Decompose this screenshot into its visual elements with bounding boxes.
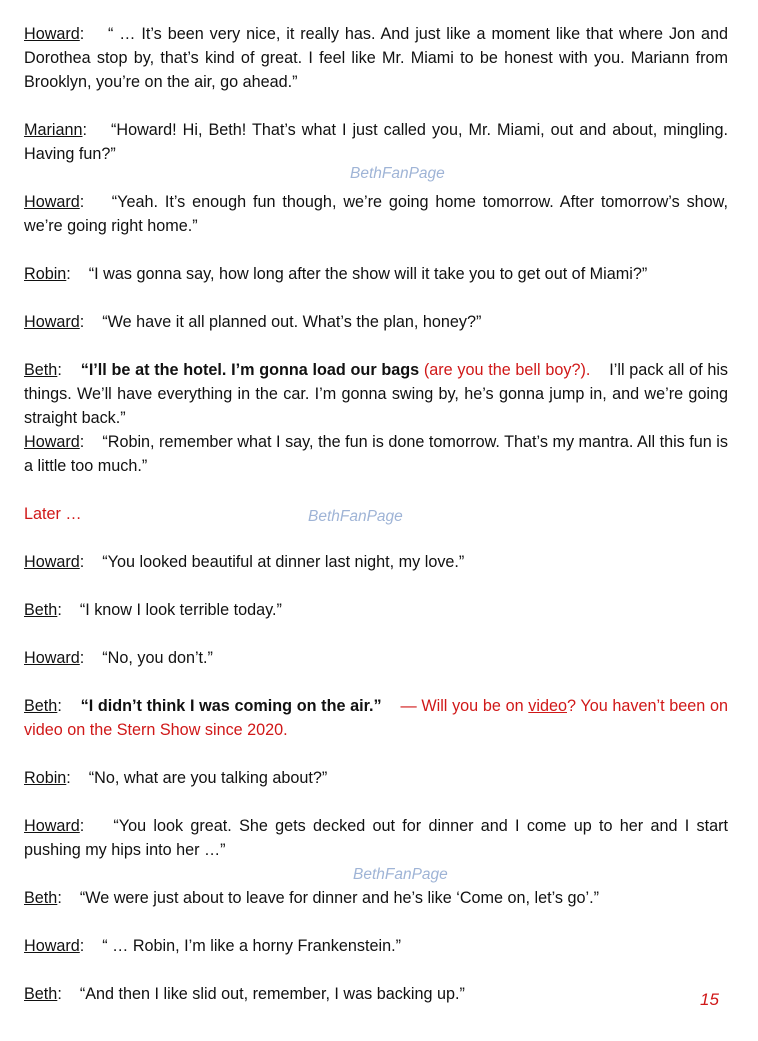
dialogue-line: Howard: “You look great. She gets decked out for dinner and I come up to her and I start pushing my hips into her …” — [24, 817, 728, 859]
dialogue-text: “Yeah. It’s enough fun though, we’re going home tomorrow. After tomorrow’s show, we’re going right home.” — [24, 193, 728, 235]
watermark: BethFanPage — [353, 866, 448, 883]
speaker-name: Howard — [24, 649, 80, 667]
dialogue-text: “You look great. She gets decked out for dinner and I come up to her and I start pushing my hips into her …” — [24, 817, 728, 859]
speaker-name: Beth — [24, 697, 58, 715]
section-marker: Later … — [24, 505, 82, 523]
dialogue-text: “We were just about to leave for dinner and he’s like ‘Come on, let’s go’.” — [79, 889, 599, 907]
video-link[interactable]: video — [528, 697, 567, 715]
dialogue-line: Howard: “No, you don’t.” — [24, 649, 213, 667]
dialogue-text: “We have it all planned out. What’s the plan, honey?” — [102, 313, 482, 331]
speaker-name: Beth — [24, 601, 58, 619]
dialogue-text: “I was gonna say, how long after the show will it take you to get out of Miami?” — [88, 265, 648, 283]
editor-note-text: ? You haven’t been on video on the Stern Show since 2020. — [24, 697, 728, 739]
speaker-name: Howard — [24, 313, 80, 331]
speaker-name: Robin — [24, 265, 67, 283]
dialogue-line: Howard: “ … Robin, I’m like a horny Frankenstein.” — [24, 937, 401, 955]
dialogue-line: Beth: “I know I look terrible today.” — [24, 601, 282, 619]
speaker-name: Howard — [24, 193, 80, 211]
dialogue-text: “You looked beautiful at dinner last night, my love.” — [102, 553, 465, 571]
dialogue-line: Howard: “Robin, remember what I say, the fun is done tomorrow. That’s my mantra. All this fun is a little too much.” — [24, 433, 728, 475]
speaker-name: Howard — [24, 433, 80, 451]
dialogue-line: Howard: “We have it all planned out. What’s the plan, honey?” — [24, 313, 482, 331]
dialogue-line: Robin: “I was gonna say, how long after the show will it take you to get out of Miami?” — [24, 265, 648, 283]
dialogue-line: Howard: “Yeah. It’s enough fun though, we’re going home tomorrow. After tomorrow’s show, we’re going right home.” — [24, 193, 728, 235]
dialogue-text: “Robin, remember what I say, the fun is done tomorrow. That’s my mantra. All this fun is a little too much.” — [24, 433, 728, 475]
speaker-name: Beth — [24, 985, 58, 1003]
dialogue-text: I’ll pack all of his things. We’ll have everything in the car. I’m gonna swing by, he’s gonna jump in, and we’re going straight back.” — [24, 361, 729, 427]
dialogue-text: “No, you don’t.” — [102, 649, 213, 667]
dialogue-line: Beth: “I’ll be at the hotel. I’m gonna load our bags (are you the bell boy?). I’ll pack all of his things. We’ll have everything in the car. I’m gonna swing by, he’s gonna jump in, and we’re going straight back.” — [24, 361, 729, 427]
bold-quote: “I’ll be at the hotel. I’m gonna load our bags — [80, 361, 420, 379]
dialogue-text: “Howard! Hi, Beth! That’s what I just called you, Mr. Miami, out and about, mingling. Having fun?” — [24, 121, 728, 163]
dialogue-text: “ … It’s been very nice, it really has. And just like a moment like that where Jon and Dorothea stop by, that’s kind of great. I feel like Mr. Miami to be honest with you. Mariann from Brooklyn, you’re on the air, go ahead.” — [24, 25, 728, 91]
dialogue-text: “ … Robin, I’m like a horny Frankenstein.” — [102, 937, 401, 955]
speaker-name: Beth — [24, 361, 58, 379]
bold-quote: “I didn’t think I was coming on the air.” — [80, 697, 382, 715]
dialogue-line: Beth: “We were just about to leave for dinner and he’s like ‘Come on, let’s go’.” — [24, 889, 599, 907]
dialogue-line: Robin: “No, what are you talking about?” — [24, 769, 328, 787]
editor-note: (are you the bell boy?). — [423, 361, 591, 379]
watermark: BethFanPage — [350, 165, 445, 182]
dialogue-text: “And then I like slid out, remember, I was backing up.” — [79, 985, 465, 1003]
dialogue-line: Beth: “I didn’t think I was coming on the air.” — Will you be on video? You haven’t been on video on the Stern Show since 2020. — [24, 697, 728, 739]
speaker-name: Robin — [24, 769, 67, 787]
speaker-name: Howard — [24, 553, 80, 571]
editor-note-text: — Will you be on — [400, 697, 524, 715]
speaker-name: Howard — [24, 25, 80, 43]
dialogue-text: “I know I look terrible today.” — [79, 601, 282, 619]
dialogue-line: Howard: “ … It’s been very nice, it really has. And just like a moment like that where Jon and Dorothea stop by, that’s kind of great. I feel like Mr. Miami to be honest with you. Mariann from Brooklyn, you’re on the air, go ahead.” — [24, 25, 728, 91]
speaker-name: Howard — [24, 817, 80, 835]
watermark: BethFanPage — [308, 508, 403, 525]
dialogue-text: “No, what are you talking about?” — [88, 769, 328, 787]
speaker-name: Mariann — [24, 121, 83, 139]
speaker-name: Howard — [24, 937, 80, 955]
page-number: 15 — [700, 990, 719, 1009]
speaker-name: Beth — [24, 889, 58, 907]
dialogue-line: Howard: “You looked beautiful at dinner last night, my love.” — [24, 553, 465, 571]
dialogue-line: Mariann: “Howard! Hi, Beth! That’s what I just called you, Mr. Miami, out and about, mingling. Having fun?” — [24, 121, 728, 163]
dialogue-line: Beth: “And then I like slid out, remember, I was backing up.” — [24, 985, 465, 1003]
